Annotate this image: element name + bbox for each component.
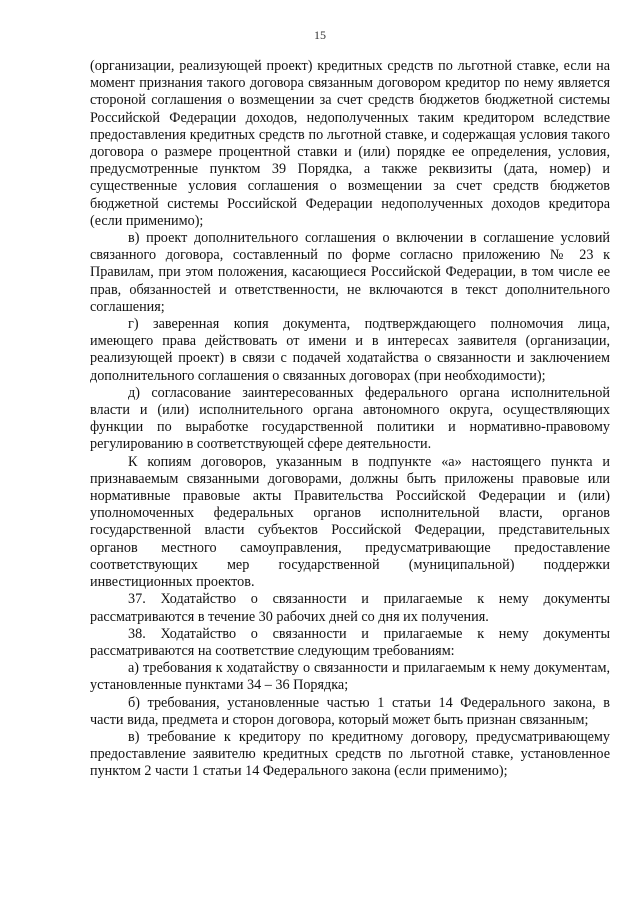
paragraph-item-d: д) согласование заинтересованных федерального органа исполнительной власти и (или) исполнительного органа автономного округа, осуществляющих функции по выработке государственной политики и нормативно-правовому регулированию в соответствующей сфере деятельности. bbox=[90, 384, 610, 453]
paragraph-attachments: К копиям договоров, указанным в подпункте «а» настоящего пункта и признаваемым связанными договорами, должны быть приложены правовые или нормативные правовые акты Правительства Российской Федерации и (или) уполномоченных федеральных органов исполнительной власти, органов государственной власти субъектов Российской Федерации, представительных органов местного самоуправления, предусматривающие предоставление соответствующих мер государственной (муниципальной) поддержки инвестиционных проектов. bbox=[90, 453, 610, 591]
paragraph-38-v: в) требование к кредитору по кредитному договору, предусматривающему предоставление заявителю кредитных средств по льготной ставке, установленное пунктом 2 части 1 статьи 14 Федерального закона (если применимо); bbox=[90, 728, 610, 780]
paragraph-38-b: б) требования, установленные частью 1 статьи 14 Федерального закона, в части вида, предмета и сторон договора, который может быть признан связанным; bbox=[90, 694, 610, 728]
paragraph-38: 38. Ходатайство о связанности и прилагаемые к нему документы рассматриваются на соответствие следующим требованиям: bbox=[90, 625, 610, 659]
paragraph-continuation: (организации, реализующей проект) кредитных средств по льготной ставке, если на момент признания такого договора связанным договором кредитор по нему является стороной соглашения о возмещении за счет средств бюджетов бюджетной системы Российской Федерации доходов, недополученных таким кредитором вследствие предоставления кредитных средств по льготной ставке, и содержащая условия такого договора о размере процентной ставки и (или) порядке ее определения, условия, предусмотренные пунктом 39 Порядка, а также реквизиты (дата, номер) и существенные условия соглашения о возмещении за счет средств бюджетов бюджетной системы Российской Федерации недополученных доходов кредитора (если применимо); bbox=[90, 58, 610, 229]
paragraph-37: 37. Ходатайство о связанности и прилагаемые к нему документы рассматриваются в течение 30 рабочих дней со дня их получения. bbox=[90, 591, 610, 625]
paragraph-38-a: а) требования к ходатайству о связанности и прилагаемым к нему документам, установленные пунктами 34 – 36 Порядка; bbox=[90, 660, 610, 694]
paragraph-item-v: в) проект дополнительного соглашения о включении в соглашение условий связанного договора, составленный по форме согласно приложению № 23 к Правилам, при этом положения, касающиеся Российской Федерации, в том числе ее прав, обязанностей и ответственности, не включаются в текст дополнительного соглашения; bbox=[90, 230, 610, 315]
paragraph-item-g: г) заверенная копия документа, подтверждающего полномочия лица, имеющего права действовать от имени и в интересах заявителя (организации, реализующей проект) в связи с подачей ходатайства о связанности и заключением дополнительного соглашения о связанных договорах (при необходимости); bbox=[90, 316, 610, 384]
page-number: 15 bbox=[314, 28, 326, 42]
body-text bbox=[90, 58, 610, 781]
